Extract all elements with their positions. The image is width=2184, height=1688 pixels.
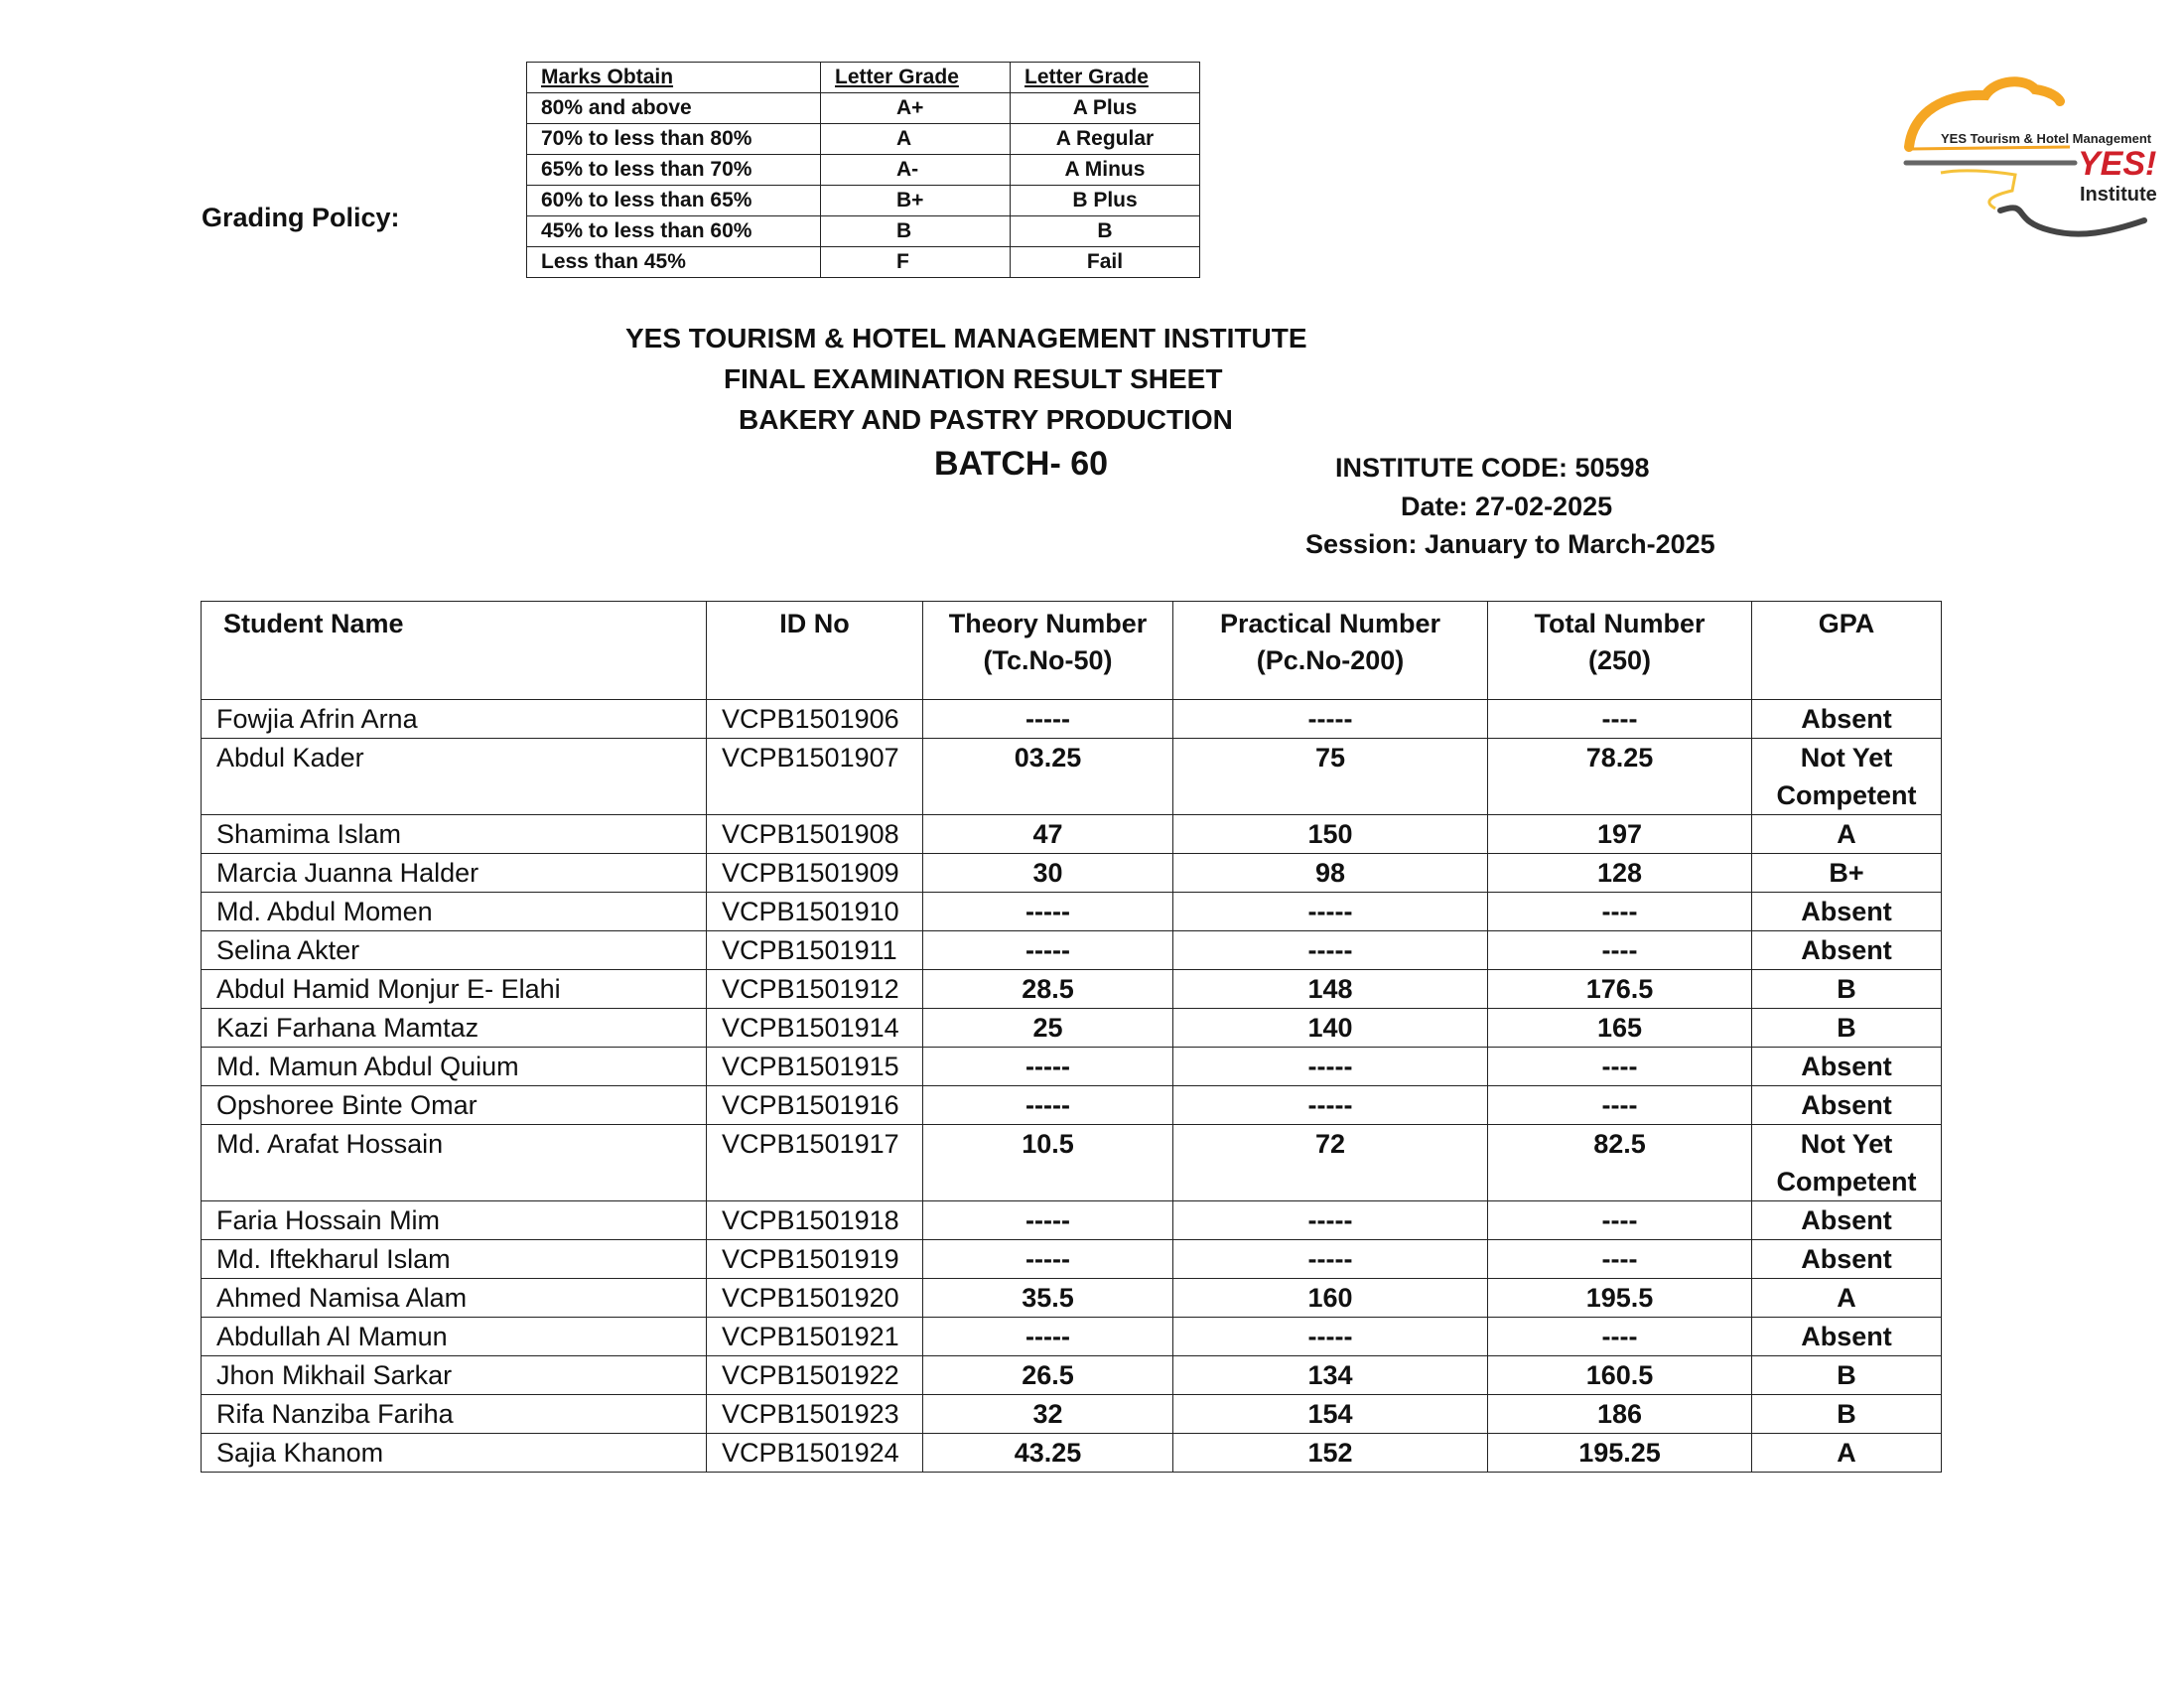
theory-marks: 32 — [923, 1395, 1173, 1434]
student-id: VCPB1501911 — [707, 931, 923, 970]
svg-text:Institute: Institute — [2080, 184, 2157, 206]
table-row — [202, 1356, 1942, 1395]
table-row — [202, 931, 1942, 970]
grade-letter: A+ — [821, 93, 1011, 124]
gpa-value: Absent — [1752, 1048, 1942, 1086]
student-id: VCPB1501920 — [707, 1279, 923, 1318]
table-row — [202, 1434, 1942, 1473]
gpa-value: Absent — [1752, 1240, 1942, 1279]
student-id: VCPB1501924 — [707, 1434, 923, 1473]
gpa-value: Absent — [1752, 893, 1942, 931]
total-marks: 195.25 — [1488, 1434, 1752, 1473]
theory-marks: ----- — [923, 700, 1173, 739]
practical-marks: 134 — [1173, 1356, 1488, 1395]
practical-marks: ----- — [1173, 1048, 1488, 1086]
grading-header-row — [527, 63, 1200, 93]
col-total-number: Total Number (250) — [1488, 602, 1752, 700]
gpa-value: B — [1752, 1009, 1942, 1048]
total-marks: ---- — [1488, 1201, 1752, 1240]
gpa-value: B+ — [1752, 854, 1942, 893]
student-id: VCPB1501912 — [707, 970, 923, 1009]
gpa-value: B — [1752, 970, 1942, 1009]
grading-policy-table — [526, 62, 1200, 278]
student-id: VCPB1501919 — [707, 1240, 923, 1279]
table-row — [202, 1318, 1942, 1356]
student-name: Kazi Farhana Mamtaz — [202, 1009, 707, 1048]
theory-marks: ----- — [923, 1318, 1173, 1356]
theory-marks: 28.5 — [923, 970, 1173, 1009]
practical-marks: 72 — [1173, 1125, 1488, 1201]
grading-row — [527, 186, 1200, 216]
header-letter-grade-text: Letter Grade — [1011, 63, 1200, 93]
col-practical-number: Practical Number (Pc.No-200) — [1173, 602, 1488, 700]
col-gpa: GPA — [1752, 602, 1942, 700]
practical-marks: 98 — [1173, 854, 1488, 893]
result-date: Date: 27-02-2025 — [1401, 492, 1613, 521]
grade-description: A Minus — [1011, 155, 1200, 186]
gpa-value: B — [1752, 1356, 1942, 1395]
theory-marks: ----- — [923, 893, 1173, 931]
table-row — [202, 1279, 1942, 1318]
grading-row — [527, 247, 1200, 278]
gpa-value: A — [1752, 815, 1942, 854]
total-marks: ---- — [1488, 1048, 1752, 1086]
table-row — [202, 1125, 1942, 1201]
table-row — [202, 1009, 1942, 1048]
results-header-row — [202, 602, 1942, 700]
practical-marks: 148 — [1173, 970, 1488, 1009]
grade-marks-range: 70% to less than 80% — [527, 124, 821, 155]
practical-marks: ----- — [1173, 700, 1488, 739]
total-marks: ---- — [1488, 1318, 1752, 1356]
practical-marks: ----- — [1173, 893, 1488, 931]
table-row — [202, 1086, 1942, 1125]
grading-row — [527, 93, 1200, 124]
institute-logo — [1901, 71, 2169, 240]
student-id: VCPB1501921 — [707, 1318, 923, 1356]
student-name: Abdul Kader — [202, 739, 707, 815]
gpa-value: Absent — [1752, 1086, 1942, 1125]
grade-marks-range: 80% and above — [527, 93, 821, 124]
practical-marks: ----- — [1173, 1318, 1488, 1356]
total-marks: 78.25 — [1488, 739, 1752, 815]
table-row — [202, 700, 1942, 739]
student-id: VCPB1501906 — [707, 700, 923, 739]
student-id: VCPB1501917 — [707, 1125, 923, 1201]
grade-letter: B+ — [821, 186, 1011, 216]
course-name: BAKERY AND PASTRY PRODUCTION — [739, 404, 1233, 435]
theory-marks: 43.25 — [923, 1434, 1173, 1473]
student-id: VCPB1501923 — [707, 1395, 923, 1434]
col-theory-number: Theory Number (Tc.No-50) — [923, 602, 1173, 700]
grade-description: Fail — [1011, 247, 1200, 278]
theory-marks: 30 — [923, 854, 1173, 893]
batch-label: BATCH- 60 — [934, 445, 1109, 483]
total-marks: 186 — [1488, 1395, 1752, 1434]
theory-marks: ----- — [923, 1048, 1173, 1086]
theory-marks: ----- — [923, 931, 1173, 970]
grade-letter: A- — [821, 155, 1011, 186]
total-marks: 160.5 — [1488, 1356, 1752, 1395]
table-row — [202, 1395, 1942, 1434]
sheet-title: FINAL EXAMINATION RESULT SHEET — [724, 363, 1223, 394]
grade-description: A Regular — [1011, 124, 1200, 155]
theory-marks: 47 — [923, 815, 1173, 854]
gpa-value: Absent — [1752, 931, 1942, 970]
institute-name: YES TOURISM & HOTEL MANAGEMENT INSTITUTE — [625, 323, 1307, 353]
student-name: Md. Abdul Momen — [202, 893, 707, 931]
total-marks: ---- — [1488, 931, 1752, 970]
grade-marks-range: 45% to less than 60% — [527, 216, 821, 247]
grade-letter: F — [821, 247, 1011, 278]
student-id: VCPB1501907 — [707, 739, 923, 815]
header-letter-grade: Letter Grade — [821, 63, 1011, 93]
student-id: VCPB1501914 — [707, 1009, 923, 1048]
theory-marks: ----- — [923, 1201, 1173, 1240]
grade-description: B — [1011, 216, 1200, 247]
theory-marks: 25 — [923, 1009, 1173, 1048]
grade-marks-range: 60% to less than 65% — [527, 186, 821, 216]
student-id: VCPB1501918 — [707, 1201, 923, 1240]
practical-marks: ----- — [1173, 1086, 1488, 1125]
theory-marks: ----- — [923, 1086, 1173, 1125]
grade-description: B Plus — [1011, 186, 1200, 216]
institute-code: INSTITUTE CODE: 50598 — [1335, 453, 1650, 483]
theory-marks: ----- — [923, 1240, 1173, 1279]
gpa-value: A — [1752, 1434, 1942, 1473]
total-marks: 82.5 — [1488, 1125, 1752, 1201]
gpa-value: B — [1752, 1395, 1942, 1434]
session-label: Session: January to March-2025 — [1305, 529, 1715, 559]
gpa-value: Absent — [1752, 1201, 1942, 1240]
table-row — [202, 854, 1942, 893]
practical-marks: 152 — [1173, 1434, 1488, 1473]
table-row — [202, 1240, 1942, 1279]
col-student-name: Student Name — [202, 602, 707, 700]
grade-letter: B — [821, 216, 1011, 247]
student-name: Fowjia Afrin Arna — [202, 700, 707, 739]
svg-text:YES!: YES! — [2078, 145, 2157, 183]
practical-marks: ----- — [1173, 931, 1488, 970]
student-id: VCPB1501908 — [707, 815, 923, 854]
grading-row — [527, 216, 1200, 247]
student-name: Ahmed Namisa Alam — [202, 1279, 707, 1318]
total-marks: 128 — [1488, 854, 1752, 893]
practical-marks: 140 — [1173, 1009, 1488, 1048]
theory-marks: 03.25 — [923, 739, 1173, 815]
col-id-no: ID No — [707, 602, 923, 700]
total-marks: ---- — [1488, 1240, 1752, 1279]
theory-marks: 10.5 — [923, 1125, 1173, 1201]
student-id: VCPB1501915 — [707, 1048, 923, 1086]
student-name: Faria Hossain Mim — [202, 1201, 707, 1240]
table-row — [202, 815, 1942, 854]
table-row — [202, 739, 1942, 815]
total-marks: 197 — [1488, 815, 1752, 854]
total-marks: ---- — [1488, 700, 1752, 739]
grade-marks-range: 65% to less than 70% — [527, 155, 821, 186]
practical-marks: 75 — [1173, 739, 1488, 815]
grade-description: A Plus — [1011, 93, 1200, 124]
student-name: Marcia Juanna Halder — [202, 854, 707, 893]
total-marks: 176.5 — [1488, 970, 1752, 1009]
gpa-value: Absent — [1752, 700, 1942, 739]
practical-marks: ----- — [1173, 1240, 1488, 1279]
student-name: Shamima Islam — [202, 815, 707, 854]
practical-marks: 160 — [1173, 1279, 1488, 1318]
grading-row — [527, 124, 1200, 155]
grade-letter: A — [821, 124, 1011, 155]
svg-text:YES Tourism & Hotel Management: YES Tourism & Hotel Management — [1941, 131, 2152, 146]
student-id: VCPB1501909 — [707, 854, 923, 893]
results-table — [201, 601, 1942, 1473]
header-marks-obtain: Marks Obtain — [527, 63, 821, 93]
table-row — [202, 970, 1942, 1009]
table-row — [202, 1048, 1942, 1086]
practical-marks: ----- — [1173, 1201, 1488, 1240]
grading-row — [527, 155, 1200, 186]
total-marks: ---- — [1488, 893, 1752, 931]
total-marks: ---- — [1488, 1086, 1752, 1125]
student-name: Abdul Hamid Monjur E- Elahi — [202, 970, 707, 1009]
student-name: Selina Akter — [202, 931, 707, 970]
theory-marks: 35.5 — [923, 1279, 1173, 1318]
grade-marks-range: Less than 45% — [527, 247, 821, 278]
student-name: Sajia Khanom — [202, 1434, 707, 1473]
student-name: Rifa Nanziba Fariha — [202, 1395, 707, 1434]
gpa-value: Not Yet Competent — [1752, 739, 1942, 815]
student-name: Md. Iftekharul Islam — [202, 1240, 707, 1279]
cloche-logo-icon — [1901, 71, 2169, 240]
theory-marks: 26.5 — [923, 1356, 1173, 1395]
table-row — [202, 893, 1942, 931]
total-marks: 195.5 — [1488, 1279, 1752, 1318]
student-name: Md. Arafat Hossain — [202, 1125, 707, 1201]
gpa-value: Not Yet Competent — [1752, 1125, 1942, 1201]
practical-marks: 150 — [1173, 815, 1488, 854]
student-name: Abdullah Al Mamun — [202, 1318, 707, 1356]
student-id: VCPB1501922 — [707, 1356, 923, 1395]
practical-marks: 154 — [1173, 1395, 1488, 1434]
gpa-value: Absent — [1752, 1318, 1942, 1356]
gpa-value: A — [1752, 1279, 1942, 1318]
table-row — [202, 1201, 1942, 1240]
student-id: VCPB1501910 — [707, 893, 923, 931]
student-name: Jhon Mikhail Sarkar — [202, 1356, 707, 1395]
grading-policy-label: Grading Policy: — [202, 203, 400, 232]
student-id: VCPB1501916 — [707, 1086, 923, 1125]
student-name: Opshoree Binte Omar — [202, 1086, 707, 1125]
student-name: Md. Mamun Abdul Quium — [202, 1048, 707, 1086]
total-marks: 165 — [1488, 1009, 1752, 1048]
